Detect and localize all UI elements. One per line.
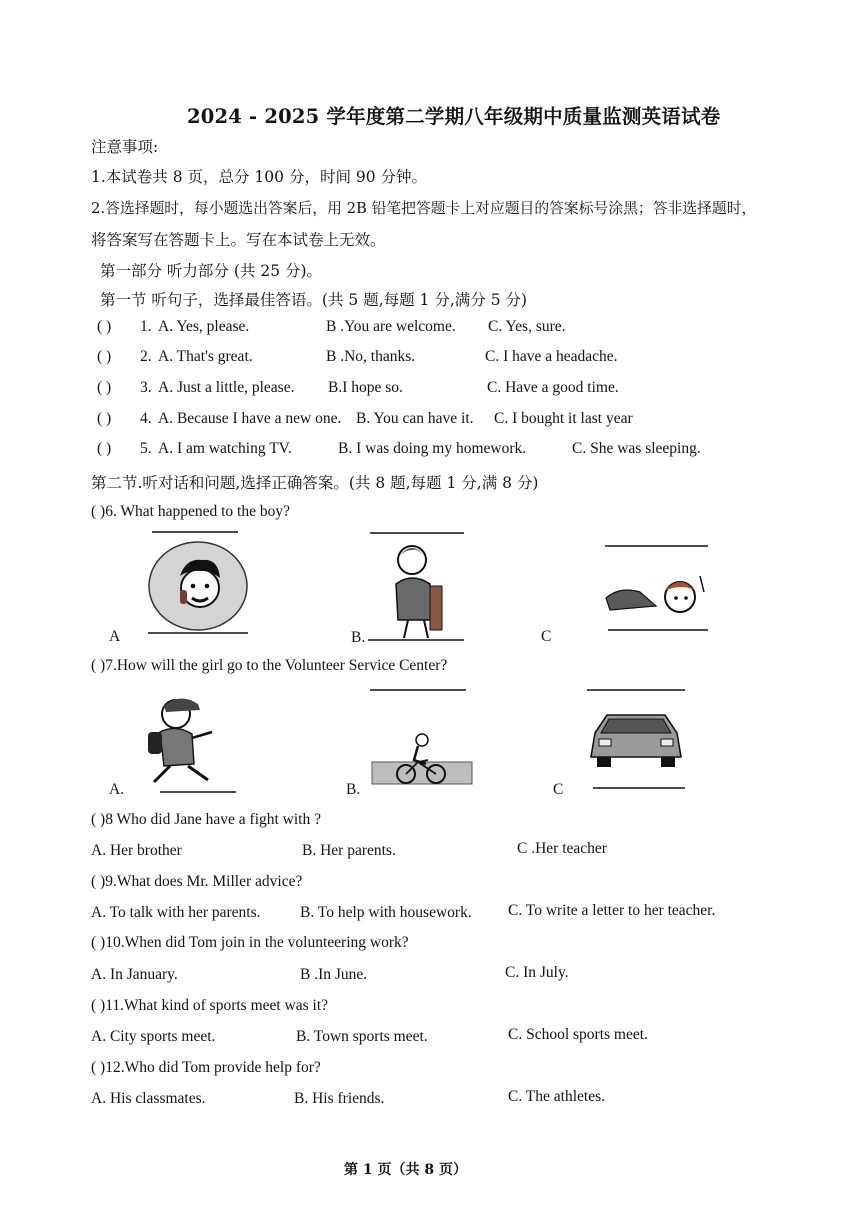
q6-picture-c [600, 540, 715, 638]
backpack [148, 732, 162, 754]
question-number: 4. [140, 410, 152, 427]
answer-bracket[interactable]: ( ) [97, 440, 112, 457]
notice-heading: 注意事项: [91, 138, 159, 156]
option-b: B .In June. [300, 966, 368, 983]
option-c: C. To write a letter to her teacher. [508, 902, 716, 919]
option-a: A. Her brother [91, 842, 182, 859]
question-6: ( )6. What happened to the boy? [91, 503, 290, 520]
answer-bracket[interactable]: ( ) [97, 410, 112, 427]
option-c: C. In July. [505, 964, 569, 981]
question-9: ( )9.What does Mr. Miller advice? [91, 873, 303, 890]
option-c: C. Have a good time. [487, 379, 619, 396]
exam-title: 2024 - 2025 学年度第二学期八年级期中质量监测英语试卷 [187, 105, 721, 128]
answer-bracket[interactable]: ( ) [97, 379, 112, 396]
q6-picture-a [140, 528, 255, 640]
question-8: ( )8 Who did Jane have a fight with ? [91, 811, 321, 828]
q6-picture-b [368, 528, 466, 643]
option-c: C .Her teacher [517, 840, 607, 857]
question-11: ( )11.What kind of sports meet was it? [91, 997, 329, 1014]
section2-heading: 第二节.听对话和问题,选择正确答案。(共 8 题,每题 1 分,满 8 分) [91, 474, 539, 492]
option-a: A. Just a little, please. [158, 379, 295, 396]
question-number: 1. [140, 318, 152, 335]
option-a: A. His classmates. [91, 1090, 206, 1107]
option-b: B. Town sports meet. [296, 1028, 428, 1045]
notice-rule-2a: 2.答选择题时，每小题选出答案后，用 2B 铅笔把答题卡上对应题目的答案标号涂黑；答非选择题时， [91, 200, 757, 217]
question-12: ( )12.Who did Tom provide help for? [91, 1059, 321, 1076]
page-number: 第 1 页（共 8 页） [344, 1162, 467, 1178]
q6-label-c: C [541, 628, 552, 645]
section1-heading: 第一节 听句子，选择最佳答语。(共 5 题,每题 1 分,满分 5 分) [100, 291, 528, 309]
option-b: B .No, thanks. [326, 348, 416, 365]
question-number: 2. [140, 348, 152, 365]
question-number: 5. [140, 440, 152, 457]
car-window [601, 719, 671, 733]
question-10: ( )10.When did Tom join in the volunteering work? [91, 934, 409, 951]
option-a: A. In January. [91, 966, 178, 983]
notice-rule-1: 1.本试卷共 8 页，总分 100 分，时间 90 分钟。 [91, 168, 428, 186]
q7-picture-b [370, 686, 474, 790]
option-a: A. I am watching TV. [158, 440, 292, 457]
option-b: B. I was doing my homework. [338, 440, 527, 457]
option-c: C. School sports meet. [508, 1026, 648, 1043]
q7-label-a: A. [109, 781, 125, 798]
option-b: B. Her parents. [302, 842, 396, 859]
option-a: A. That's great. [158, 348, 253, 365]
option-c: C. I have a headache. [485, 348, 618, 365]
option-b: B. His friends. [294, 1090, 385, 1107]
option-a: A. Yes, please. [158, 318, 250, 335]
question-number: 3. [140, 379, 152, 396]
chair [430, 586, 442, 630]
notice-rule-2b: 将答案写在答题卡上。写在本试卷上无效。 [91, 231, 386, 249]
option-c: C. She was sleeping. [572, 440, 701, 457]
option-b: B.I hope so. [328, 379, 403, 396]
rider-head [416, 734, 428, 746]
head [398, 546, 426, 574]
option-a: A. City sports meet. [91, 1028, 216, 1045]
option-b: B. To help with housework. [300, 904, 472, 921]
body [160, 728, 194, 766]
option-a: A. Because I have a new one. [158, 410, 342, 427]
answer-bracket[interactable]: ( ) [97, 318, 112, 335]
option-b: B .You are welcome. [326, 318, 456, 335]
q7-label-c: C [553, 781, 564, 798]
body [396, 578, 432, 620]
part1-heading: 第一部分 听力部分 (共 25 分)。 [100, 262, 323, 280]
q6-label-a: A [109, 628, 121, 645]
q7-picture-c [585, 685, 690, 790]
body-lying [606, 590, 656, 610]
option-c: C. Yes, sure. [488, 318, 566, 335]
option-c: C. I bought it last year [494, 410, 633, 427]
q6-label-b: B. [351, 629, 366, 646]
q7-picture-a [130, 688, 242, 798]
option-b: B. You can have it. [356, 410, 474, 427]
question-7: ( )7.How will the girl go to the Volunteer Service Center? [91, 657, 448, 674]
option-a: A. To talk with her parents. [91, 904, 261, 921]
option-c: C. The athletes. [508, 1088, 605, 1105]
q7-label-b: B. [346, 781, 361, 798]
answer-bracket[interactable]: ( ) [97, 348, 112, 365]
